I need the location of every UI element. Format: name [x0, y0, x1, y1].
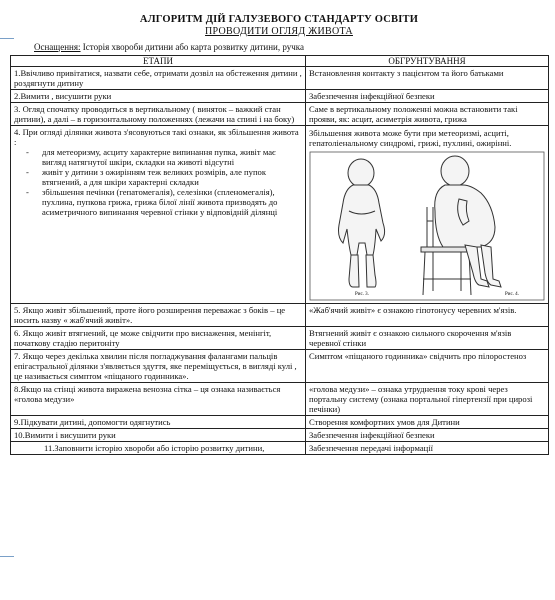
- list-item: - для метеоризму, асциту характерне випинання пупка, живіт має вигляд натягнутої шкіри, складки на животі відсутні: [26, 147, 302, 167]
- reason-cell: [306, 126, 549, 304]
- step-cell: [11, 126, 306, 304]
- reason-cell: Втягнений живіт є ознакою сильного скорочення м'язів черевної стінки: [306, 327, 549, 350]
- reason-cell: «голова медузи» – ознака утруднення току крові через портальну систему (ознака портальної гіпертензії при цирозі печінки): [306, 383, 549, 416]
- reason-cell: Симптом «піщаного годинника» свідчить про пілоростеноз: [306, 350, 549, 383]
- margin-mark-bottom: [0, 556, 14, 557]
- list-item: - живіт у дитини з ожирінням теж великих розмірів, але пупок втягнений, а для шкіри характерні складки: [26, 167, 302, 187]
- step-intro: 4. При огляді ділянки живота з'ясовуються такі ознаки, як збільшення живота :: [14, 127, 299, 147]
- step-cell: 3. Огляд спочатку проводиться в вертикальному ( виняток – важкий стан дитини), а далі – в горизонтальному положеннях (лежачи на спині і на боку): [11, 103, 306, 126]
- reason-cell: Встановлення контакту з пацієнтом та його батьками: [306, 67, 549, 90]
- table-row: [11, 350, 549, 383]
- step-text: 11.Заповнити історію хвороби або історію розвитку дитини,: [44, 443, 265, 453]
- table-row: [11, 126, 549, 304]
- list-item: - збільшення печінки (гепатомегалія), селезінки (спленомегалія), пухлина, пупкова грижа, грижа білої лінії живота призводять до асиметричного випинання черевної стінки у відповідній ділянці: [26, 187, 302, 217]
- step-cell: 1.Ввічливо привітатися, назвати себе, отримати дозвіл на обстеження дитини , роздягнути дитину: [11, 67, 306, 90]
- table-row: [11, 383, 549, 416]
- table-row: [11, 304, 549, 327]
- table-row: [11, 67, 549, 90]
- figure-3-caption: Рис. 3.: [355, 292, 369, 297]
- reason-cell: «Жаб'ячий живіт» є ознакою гіпотонусу черевних м'язів.: [306, 304, 549, 327]
- reason-cell: Забезпечення інфекційної безпеки: [306, 429, 549, 442]
- step-cell: 2.Вимити , висушити руки: [11, 90, 306, 103]
- equipment-line: [34, 42, 548, 53]
- table-row: [11, 327, 549, 350]
- figure-4-caption: Рис. 4.: [505, 292, 519, 297]
- child-illustration: [309, 151, 545, 301]
- document-title: АЛГОРИТМ ДІЙ ГАЛУЗЕВОГО СТАНДАРТУ ОСВІТИ: [139, 14, 419, 25]
- reason-cell: Забезпечення інфекційної безпеки: [306, 90, 549, 103]
- table-row: [11, 90, 549, 103]
- reason-text: Збільшення живота може бути при метеоризмі, асциті, гепатоліенальному синдромі, грижі, пухлині, ожирінні.: [309, 128, 512, 148]
- document-page: [10, 10, 548, 455]
- algorithm-table: [10, 55, 549, 455]
- step-subitems: [14, 147, 302, 217]
- step-cell: 7. Якщо через декілька хвилин після погладжування фалангами пальців епігастральної ділянки з'являється здуття, яке переміщується, в вигляді кулі , це називається симптом «піщаного годинника».: [11, 350, 306, 383]
- header-steps: ЕТАПИ: [11, 56, 306, 67]
- step-cell: 5. Якщо живіт збільшений, проте його розширення переважає з боків – це носить назву « жаб'ячий живіт».: [11, 304, 306, 327]
- equipment-label: Оснащення:: [34, 42, 81, 52]
- document-subtitle: ПРОВОДИТИ ОГЛЯД ЖИВОТА: [205, 26, 353, 37]
- table-row: [11, 416, 549, 429]
- header-reasons: ОБГРУНТУВАННЯ: [306, 56, 549, 67]
- table-row: [11, 103, 549, 126]
- step-cell: [11, 442, 306, 455]
- reason-cell: Забезпечення передачі інформації: [306, 442, 549, 455]
- step-cell: 10.Вимити і висушити руки: [11, 429, 306, 442]
- table-row: [11, 429, 549, 442]
- table-header-row: [11, 56, 549, 67]
- reason-cell: Створення комфортних умов для Дитини: [306, 416, 549, 429]
- step-cell: 6. Якщо живіт втягнений, це може свідчити про виснаження, менінгіт, початкову стадію перитоніту: [11, 327, 306, 350]
- equipment-text: Історія хвороби дитини або карта розвитку дитини, ручка: [80, 42, 305, 52]
- step-cell: 9.Підкувати дитині, допомогти одягнутись: [11, 416, 306, 429]
- reason-cell: Саме в вертикальному положенні можна встановити такі прояви, як: асцит, асиметрія живота, грижа: [306, 103, 549, 126]
- step-cell: 8.Якщо на стінці живота виражена венозна сітка – ця ознака називається «голова медузи»: [11, 383, 306, 416]
- table-row: [11, 442, 549, 455]
